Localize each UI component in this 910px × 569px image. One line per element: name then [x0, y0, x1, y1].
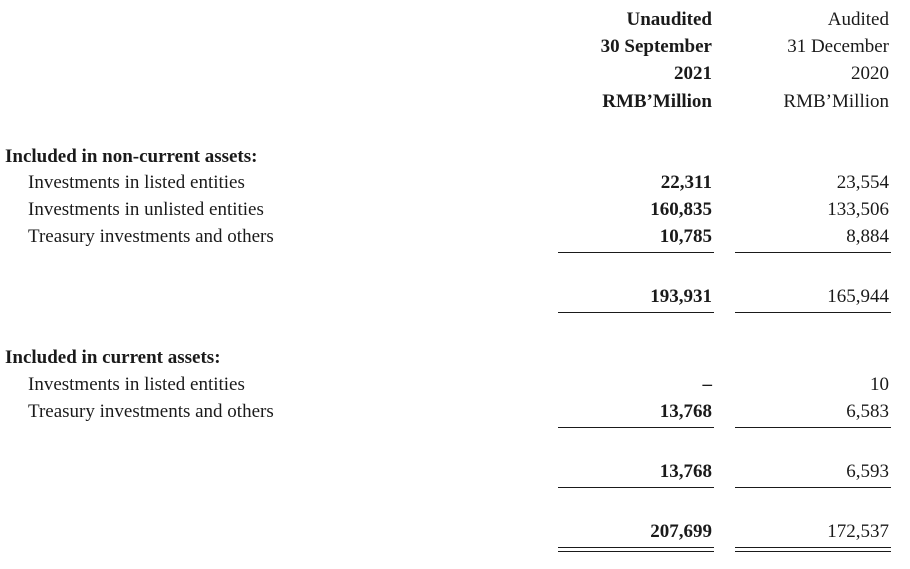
header-prior-unit: RMB’Million	[783, 91, 889, 112]
row-label: Investments in unlisted entities	[28, 199, 264, 220]
row-current-value: 13,768	[659, 401, 712, 422]
row-prior-value: 10	[870, 374, 889, 395]
double-underline-current-bottom	[558, 551, 714, 552]
row-current-value: –	[702, 374, 712, 395]
row-label: Treasury investments and others	[28, 226, 274, 247]
row-prior-value: 23,554	[836, 172, 889, 193]
underline-prior	[735, 427, 891, 428]
double-underline-prior-bottom	[735, 551, 891, 552]
header-prior-date: 31 December	[787, 36, 889, 57]
row-current-value: 22,311	[660, 172, 712, 193]
header-current-date: 30 September	[600, 36, 712, 57]
row-current-value: 160,835	[650, 199, 712, 220]
header-current-year: 2021	[674, 63, 712, 84]
current-assets-subtotal-prior: 6,593	[846, 461, 889, 482]
row-prior-value: 6,583	[846, 401, 889, 422]
current-assets-heading: Included in current assets:	[5, 347, 221, 368]
row-label: Investments in listed entities	[28, 374, 245, 395]
non-current-heading: Included in non-current assets:	[5, 146, 258, 167]
underline-current	[558, 487, 714, 488]
underline-prior	[735, 252, 891, 253]
row-label: Investments in listed entities	[28, 172, 245, 193]
underline-current	[558, 252, 714, 253]
non-current-subtotal-current: 193,931	[650, 286, 712, 307]
header-prior-year: 2020	[851, 63, 889, 84]
header-current-status: Unaudited	[626, 9, 712, 30]
underline-current	[558, 312, 714, 313]
row-prior-value: 8,884	[846, 226, 889, 247]
row-current-value: 10,785	[659, 226, 712, 247]
header-current-unit: RMB’Million	[602, 91, 712, 112]
total-prior: 172,537	[827, 521, 889, 542]
non-current-subtotal-prior: 165,944	[827, 286, 889, 307]
underline-prior	[735, 312, 891, 313]
underline-current	[558, 427, 714, 428]
double-underline-prior-top	[735, 547, 891, 548]
current-assets-subtotal-current: 13,768	[659, 461, 712, 482]
double-underline-current-top	[558, 547, 714, 548]
header-prior-status: Audited	[827, 9, 889, 30]
underline-prior	[735, 487, 891, 488]
row-prior-value: 133,506	[827, 199, 889, 220]
row-label: Treasury investments and others	[28, 401, 274, 422]
total-current: 207,699	[650, 521, 712, 542]
